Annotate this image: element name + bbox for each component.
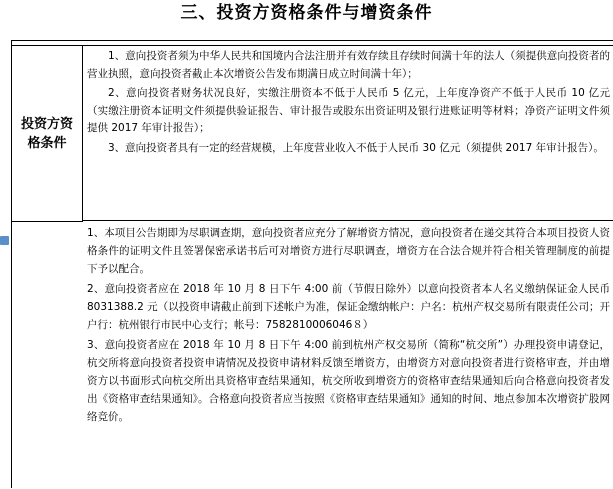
qualification-item-3: 3、意向投资者具有一定的经营规模，上年度营业收入不低于人民币 30 亿元（须提供 2017 年审计报告）。	[108, 141, 604, 154]
capital-increase-conditions-cell	[83, 222, 613, 489]
section-title: 三、投资方资格条件与增资条件	[180, 3, 433, 23]
condition-item-1: 1、本项目公告期即为尽职调查期，意向投资者应充分了解增资方情况，意向投资者在递交其符合本项目投资人资格条件的证明文件且签署保密承诺书后可对增资方进行尽职调查，增资方在合法合规并符合相关管理制度的前提下予以配合。	[87, 227, 610, 275]
qualification-label: 投资方资格条件	[20, 116, 73, 151]
condition-item-2: 2、意向投资者应在 2018 年 10 月 8 日下午 4:00 前（节假日除外）以意向投资者本人名义缴纳保证金人民币 8031388.2 元（以投资申请截止前到下述帐户为准，保证金缴纳帐户：户名：杭州产权交易所有限责任公司；开户行：杭州银行市民中心支行；帐号：7582810006046８）	[87, 283, 610, 331]
condition-item-3: 3、意向投资者应在 2018 年 10 月 8 日下午 4:00 前到杭州产权交易所（简称“杭交所”）办理投资申请登记，杭交所将意向投资者投资申请情况及投资申请材料反馈至增资方，由增资方对意向投资者进行资格审查，并由增资方以书面形式向杭交所出具资格审查结果通知，杭交所收到增资方的资格审查结果通知后向合格意向投资者发出《资格审查结果通知》。合格意向投资者应当按照《资格审查结果通知》通知的时间、地点参加本次增资扩股网络竞价。	[87, 339, 610, 423]
qualification-item-2: 2、意向投资者财务状况良好，实缴注册资本不低于人民币 5 亿元，上年度净资产不低于人民币 10 亿元（实缴注册资本证明文件须提供验证报告、审计报告或股东出资证明及银行进账证明等材料；净资产证明文件须提供 2017 年审计报告）；	[87, 87, 610, 135]
sidebar-toggle-icon[interactable]	[0, 236, 9, 245]
qualification-label-cell	[12, 46, 83, 222]
qualification-item-1: 1、意向投资者须为中华人民共和国境内合法注册并有效存续且存续时间满十年的法人（须提供意向投资者的营业执照，意向投资者截止本次增资公告发布期满日成立时间满十年）；	[87, 50, 610, 80]
qualification-content-cell	[83, 46, 613, 221]
conditions-table	[11, 40, 613, 488]
